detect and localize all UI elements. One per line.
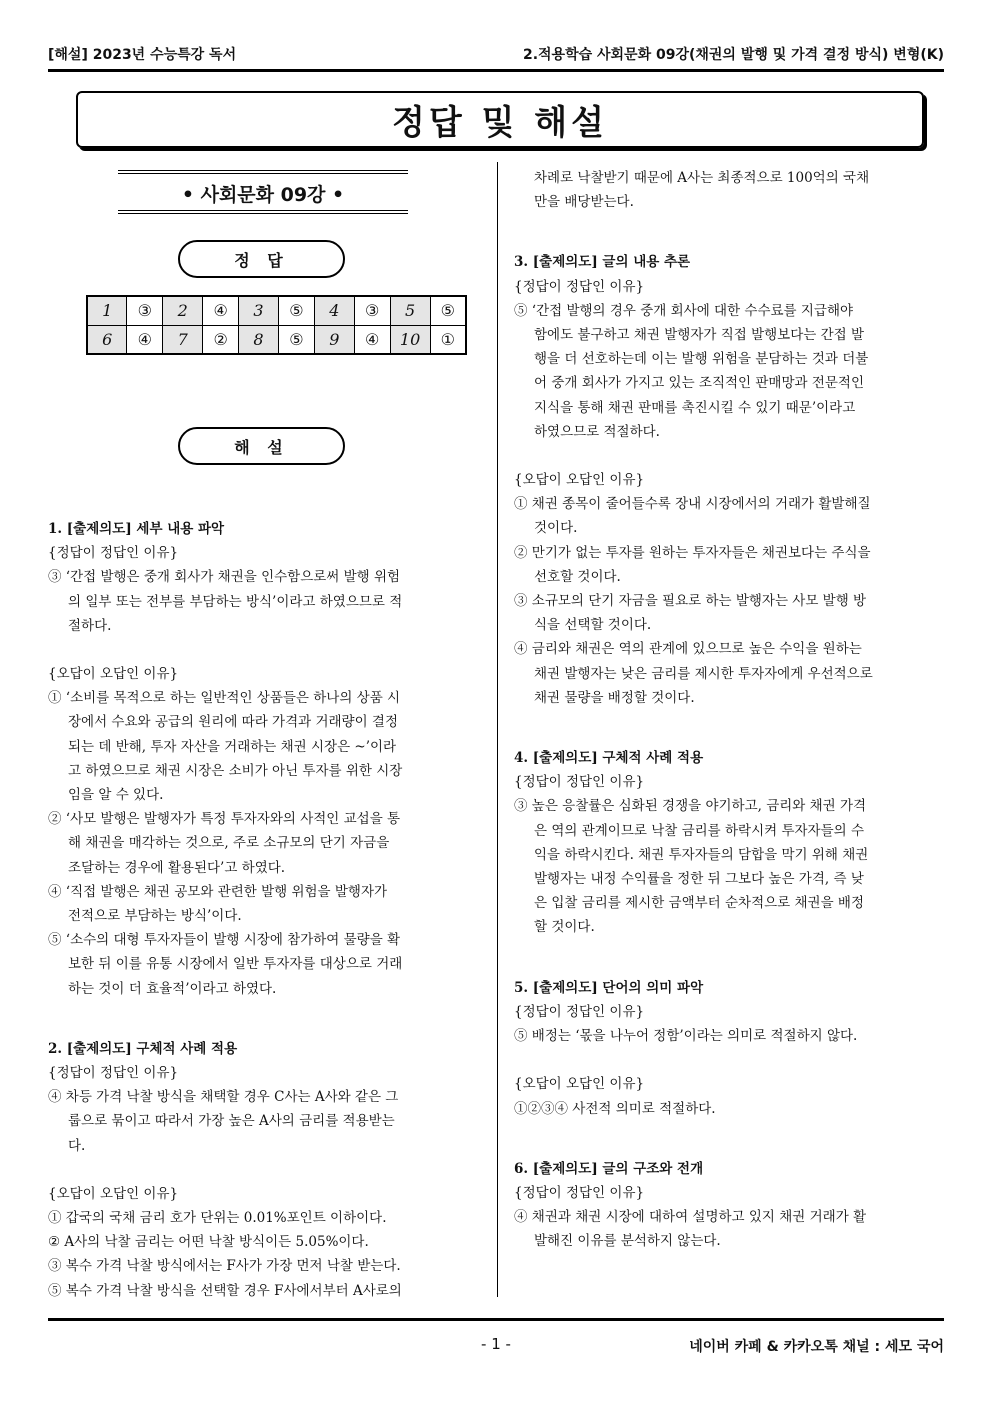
answer-value: ④ <box>127 325 163 354</box>
answer-number: 4 <box>314 296 354 325</box>
spacer <box>514 1145 946 1157</box>
explanation-line: ③ 소규모의 단기 자금을 필요로 하는 발행자는 사모 발행 방 <box>514 593 867 610</box>
explanation-line: ④ 금리와 채권은 역의 관계에 있으므로 높은 수익을 원하는 <box>514 641 862 658</box>
question-heading: 3. [출제의도] 글의 내용 추론 <box>514 254 691 271</box>
spacer <box>514 1121 946 1145</box>
title-box <box>76 91 924 148</box>
explanation-line: ③ 복수 가격 낙찰 방식에서는 F사가 가장 먼저 낙찰 받는다. <box>48 1258 401 1275</box>
explain-label-pill <box>178 427 345 465</box>
explanation-line: 다. <box>68 1137 86 1154</box>
explanation-line: 차례로 낙찰받기 때문에 A사는 최종적으로 100억의 국채 <box>534 170 870 186</box>
answer-number: 7 <box>163 325 203 354</box>
spacer <box>514 444 946 468</box>
header-rule <box>48 69 944 72</box>
answer-value: ③ <box>354 296 390 325</box>
answer-label: 정 답 <box>234 250 289 270</box>
spacer <box>48 1001 478 1025</box>
question-heading: 2. [출제의도] 구체적 사례 적용 <box>48 1040 238 1057</box>
explanation-line: 것이다. <box>534 520 578 537</box>
explanation-line: ⑤ ‘간접 발행의 경우 중개 회사에 대한 수수료를 지급해야 <box>514 302 854 319</box>
spacer <box>514 214 946 238</box>
header-right-text: 2.적용학습 사회문화 09강(채권의 발행 및 가격 결정 방식) 변형(K) <box>522 47 944 63</box>
footer-brand: 네이버 카페 & 카카오톡 채널 : 세모 국어 <box>689 1339 944 1355</box>
explanation-line: 발행자는 내정 수익률을 정한 뒤 그보다 높은 가격, 즉 낮 <box>534 871 864 888</box>
explanation-line: 조달하는 경우에 활용된다’고 하였다. <box>68 859 286 876</box>
explanation-line: ③ 높은 응찰률은 심화된 경쟁을 야기하고, 금리와 채권 가격 <box>514 798 867 815</box>
answer-number: 10 <box>390 325 430 354</box>
explanation-line: ⑤ ‘소수의 대형 투자자들이 발행 시장에 참가하여 물량을 확 <box>48 932 401 949</box>
question-heading: 4. [출제의도] 구체적 사례 적용 <box>514 750 704 767</box>
spacer <box>514 940 946 964</box>
spacer <box>514 710 946 734</box>
explanation-line: {정답이 정답인 이유} <box>514 278 645 295</box>
explanation-line: 함에도 불구하고 채권 발행자가 직접 발행보다는 간접 발 <box>534 327 864 344</box>
spacer <box>514 964 946 976</box>
explanation-line: 선호할 것이다. <box>534 568 621 585</box>
question-heading: 1. [출제의도] 세부 내용 파악 <box>48 521 225 537</box>
answer-number: 6 <box>87 325 127 354</box>
explanation-line: 하였으므로 적절하다. <box>534 423 660 440</box>
explanation-line: 장에서 수요와 공급의 원리에 따라 가격과 거래량이 결정 <box>68 714 398 731</box>
explanation-line: 식을 선택할 것이다. <box>534 617 652 634</box>
answer-value: ③ <box>127 296 163 325</box>
explanation-line: 어 중개 회사가 가지고 있는 조직적인 판매망과 전문적인 <box>534 375 864 392</box>
answer-number: 9 <box>314 325 354 354</box>
page-header <box>48 44 944 66</box>
spacer <box>48 1158 478 1182</box>
explanation-line: ② A사의 낙찰 금리는 어떤 낙찰 방식이든 5.05%이다. <box>48 1234 369 1251</box>
explanation-line: {오답이 오답인 이유} <box>514 472 645 489</box>
spacer <box>48 1025 478 1037</box>
explanation-line: 되는 데 반해, 투자 자산을 거래하는 채권 시장은 ~’이라 <box>68 738 397 755</box>
answer-table <box>86 295 467 355</box>
left-column <box>48 517 478 1303</box>
lecture-title: • 사회문화 09강 • <box>181 184 345 206</box>
answer-value: ④ <box>354 325 390 354</box>
spacer <box>48 638 478 662</box>
explanation-line: ② ‘사모 발행은 발행자가 특정 투자자와의 사적인 교섭을 통 <box>48 811 401 828</box>
answer-row <box>87 325 466 354</box>
explanation-line: ⑤ 배정는 ‘몫을 나누어 정함’이라는 의미로 적절하지 않다. <box>514 1028 858 1045</box>
right-column <box>514 166 946 1254</box>
explanation-line: {정답이 정답인 이유} <box>514 1003 645 1020</box>
answer-value: ④ <box>203 296 239 325</box>
explanation-line: 채권 발행자는 낮은 금리를 제시한 투자자에게 우선적으로 <box>534 665 873 682</box>
explanation-line: ① 채권 종목이 줄어들수록 장내 시장에서의 거래가 활발해질 <box>514 496 871 513</box>
page-number: - 1 - <box>481 1335 511 1353</box>
explanation-line: {오답이 오답인 이유} <box>48 1185 179 1202</box>
explanation-line: 익을 하락시킨다. 채권 투자자들의 담합을 막기 위해 채권 <box>534 846 869 863</box>
explanation-line: ① ‘소비를 목적으로 하는 일반적인 상품들은 하나의 상품 시 <box>48 690 401 707</box>
header-left-text: [해설] 2023년 수능특강 독서 <box>48 47 237 63</box>
explanation-line: ① 갑국의 국채 금리 호가 단위는 0.01%포인트 이하이다. <box>48 1210 387 1227</box>
answer-number: 3 <box>239 296 279 325</box>
question-heading: 6. [출제의도] 글의 구조와 전개 <box>514 1160 704 1177</box>
answer-value: ① <box>430 325 466 354</box>
explanation-line: 의 일부 또는 전부를 부담하는 방식’이라고 하였으므로 적 <box>68 593 403 610</box>
spacer <box>514 1048 946 1072</box>
explanation-line: 전적으로 부담하는 방식’이다. <box>68 908 242 925</box>
explanation-line: ⑤ 복수 가격 낙찰 방식을 선택할 경우 F사에서부터 A사로의 <box>48 1282 402 1299</box>
spacer <box>514 238 946 250</box>
spacer <box>514 734 946 746</box>
explanation-line: {정답이 정답인 이유} <box>514 1184 645 1201</box>
explanation-line: ② 만기가 없는 투자를 원하는 투자자들은 채권보다는 주식을 <box>514 544 871 561</box>
explanation-line: 지식을 통해 채권 판매를 촉진시킬 수 있기 때문’이라고 <box>534 399 856 416</box>
explanation-line: 절하다. <box>68 617 112 634</box>
answer-label-pill <box>178 240 345 278</box>
explanation-line: {정답이 정답인 이유} <box>514 774 645 791</box>
footer-rule <box>48 1318 944 1321</box>
question-heading: 5. [출제의도] 단어의 의미 파악 <box>514 979 704 996</box>
column-divider <box>497 162 498 1297</box>
explanation-line: 보한 뒤 이를 유통 시장에서 일반 투자자를 대상으로 거래 <box>68 956 403 973</box>
explanation-line: 행을 더 선호하는데 이는 발행 위험을 분담하는 것과 더불 <box>534 351 869 368</box>
explanation-line: 해 채권을 매각하는 것으로, 주로 소규모의 단기 자금을 <box>68 835 390 852</box>
explanation-line: 채권 물량을 배정할 것이다. <box>534 689 695 706</box>
explain-label: 해 설 <box>234 437 289 457</box>
answer-number: 5 <box>390 296 430 325</box>
explanation-line: {정답이 정답인 이유} <box>48 545 179 562</box>
explanation-line: 은 입찰 금리를 제시한 금액부터 순차적으로 채권을 배정 <box>534 895 864 912</box>
answer-value: ② <box>203 325 239 354</box>
explanation-line: {오답이 오답인 이유} <box>48 666 179 683</box>
answer-number: 2 <box>163 296 203 325</box>
explanation-line: ④ 차등 가격 낙찰 방식을 채택할 경우 C사는 A사와 같은 그 <box>48 1089 399 1106</box>
explanation-line: 고 하였으므로 채권 시장은 소비가 아닌 투자를 위한 시장 <box>68 762 403 779</box>
explanation-line: 임을 알 수 있다. <box>68 787 164 804</box>
explanation-line: 은 역의 관계이므로 낙찰 금리를 하락시켜 투자자들의 수 <box>534 822 864 839</box>
explanation-line: 발해진 이유를 분석하지 않는다. <box>534 1233 721 1250</box>
answer-row <box>87 296 466 325</box>
answer-value: ⑤ <box>278 296 314 325</box>
answer-number: 8 <box>239 325 279 354</box>
explanation-line: 만을 배당받는다. <box>534 194 634 211</box>
answer-number: 1 <box>87 296 127 325</box>
explanation-line: {정답이 정답인 이유} <box>48 1065 179 1082</box>
explanation-line: ④ ‘직접 발행은 채권 공모와 관련한 발행 위험을 발행자가 <box>48 883 388 900</box>
explanation-line: 하는 것이 더 효율적’이라고 하였다. <box>68 980 277 997</box>
explanation-line: ①②③④ 사전적 의미로 적절하다. <box>514 1100 716 1117</box>
explanation-line: ④ 채권과 채권 시장에 대하여 설명하고 있지 채권 거래가 활 <box>514 1209 867 1226</box>
explanation-line: 할 것이다. <box>534 919 595 936</box>
explanation-line: {오답이 오답인 이유} <box>514 1076 645 1093</box>
answer-value: ⑤ <box>430 296 466 325</box>
explanation-line: ③ ‘간접 발행은 중개 회사가 채권을 인수함으로써 발행 위험 <box>48 569 401 586</box>
lecture-banner <box>118 170 408 214</box>
explanation-line: 룹으로 묶이고 따라서 가장 높은 A사의 금리를 적용받는 <box>68 1113 395 1130</box>
page-title: 정답 및 해설 <box>392 103 608 143</box>
answer-value: ⑤ <box>278 325 314 354</box>
